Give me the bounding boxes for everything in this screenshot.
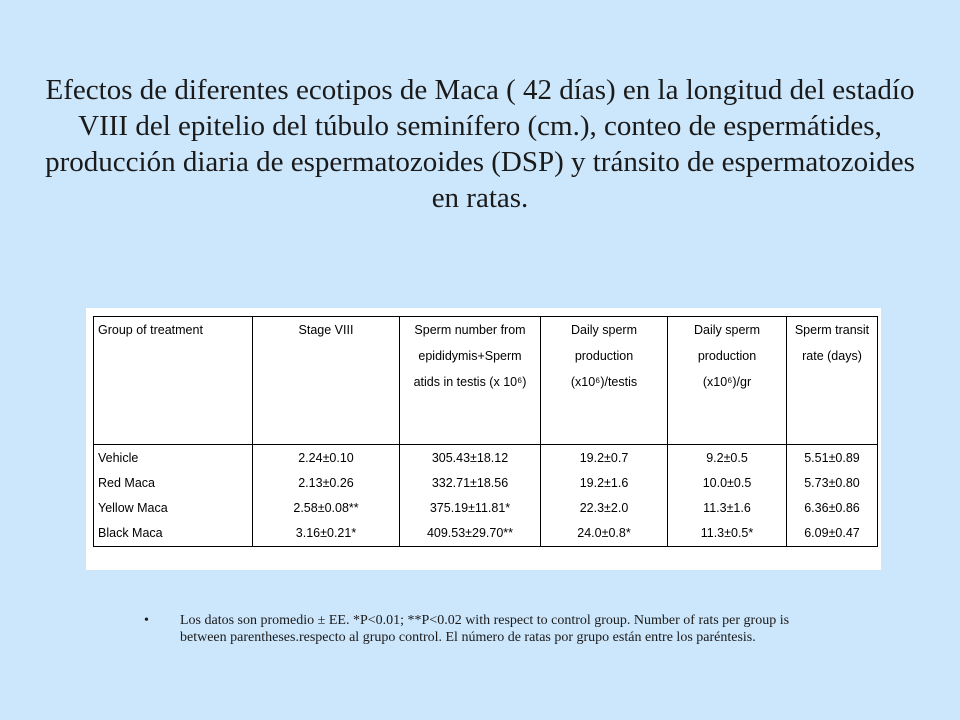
header-stage-viii: Stage VIII <box>253 317 400 445</box>
cell-stage-viii: 2.24±0.10 <box>253 445 400 472</box>
cell-dsp-testis: 22.3±2.0 <box>541 496 668 521</box>
cell-transit-rate: 6.36±0.86 <box>787 496 878 521</box>
cell-transit-rate: 5.51±0.89 <box>787 445 878 472</box>
header-group: Group of treatment <box>94 317 253 445</box>
footnote-text: Los datos son promedio ± EE. *P<0.01; **P<0.02 with respect to control group. Number of rats per group is between parentheses.respecto al grupo control. El número de ratas por grupo están entre los paréntesis. <box>180 613 790 645</box>
cell-dsp-testis: 19.2±1.6 <box>541 471 668 496</box>
cell-stage-viii: 2.58±0.08** <box>253 496 400 521</box>
cell-sperm-number: 332.71±18.56 <box>400 471 541 496</box>
results-table <box>93 316 878 547</box>
header-dsp-testis: Daily sperm production (x10⁶)/testis <box>541 317 668 445</box>
table-row <box>94 471 878 496</box>
table-panel <box>86 308 881 570</box>
cell-group: Vehicle <box>94 445 253 472</box>
table-header-row <box>94 317 878 445</box>
cell-group: Red Maca <box>94 471 253 496</box>
cell-transit-rate: 5.73±0.80 <box>787 471 878 496</box>
footnote <box>144 612 790 646</box>
table-row <box>94 445 878 472</box>
table-row <box>94 521 878 547</box>
bullet-icon: • <box>144 613 149 628</box>
cell-sperm-number: 305.43±18.12 <box>400 445 541 472</box>
cell-stage-viii: 3.16±0.21* <box>253 521 400 547</box>
cell-dsp-testis: 24.0±0.8* <box>541 521 668 547</box>
cell-dsp-gr: 11.3±1.6 <box>668 496 787 521</box>
cell-sperm-number: 375.19±11.81* <box>400 496 541 521</box>
table-row <box>94 496 878 521</box>
slide-title: Efectos de diferentes ecotipos de Maca ( 42 días) en la longitud del estadío VIII del epitelio del túbulo seminífero (cm.), conteo de espermátides, producción diaria de espermatozoides (DSP) y tránsito de espermatozoides en ratas. <box>45 74 915 214</box>
cell-transit-rate: 6.09±0.47 <box>787 521 878 547</box>
cell-dsp-gr: 11.3±0.5* <box>668 521 787 547</box>
cell-sperm-number: 409.53±29.70** <box>400 521 541 547</box>
cell-dsp-gr: 10.0±0.5 <box>668 471 787 496</box>
cell-dsp-gr: 9.2±0.5 <box>668 445 787 472</box>
header-dsp-gr: Daily sperm production (x10⁶)/gr <box>668 317 787 445</box>
cell-stage-viii: 2.13±0.26 <box>253 471 400 496</box>
header-sperm-number: Sperm number from epididymis+Sperm atids in testis (x 10⁶) <box>400 317 541 445</box>
header-transit-rate: Sperm transit rate (days) <box>787 317 878 445</box>
cell-group: Yellow Maca <box>94 496 253 521</box>
cell-dsp-testis: 19.2±0.7 <box>541 445 668 472</box>
cell-group: Black Maca <box>94 521 253 547</box>
